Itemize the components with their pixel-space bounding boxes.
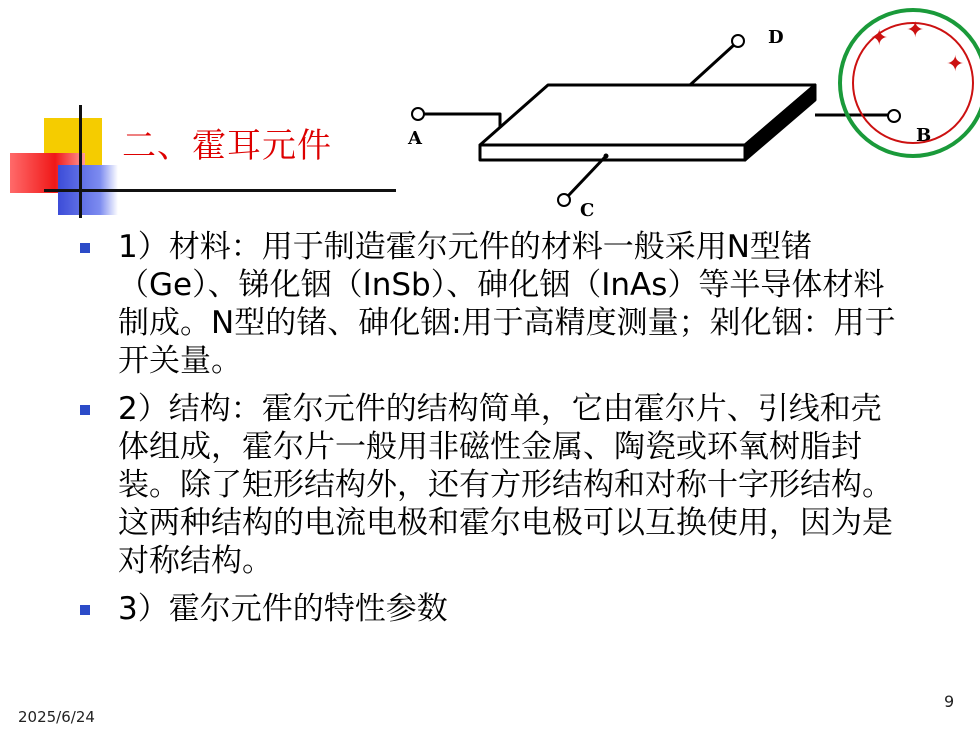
decor-horizontal-line	[44, 189, 396, 192]
lead-a	[422, 114, 500, 127]
page-number: 9	[944, 692, 955, 711]
label-a: A	[408, 128, 422, 149]
slide-title: 二、霍耳元件	[122, 126, 332, 166]
bullet-parameters: 3）霍尔元件的特性参数	[78, 590, 908, 628]
terminal-a	[412, 108, 424, 120]
decor-vertical-line	[79, 105, 82, 218]
label-b: B	[916, 125, 932, 146]
slide-date: 2025/6/24	[18, 708, 95, 726]
lead-d	[690, 44, 735, 85]
bullet-materials: 1）材料：用于制造霍尔元件的材料一般采用N型锗（Ge）、锑化铟（InSb）、砷化铟（InAs）等半导体材料制成。N型的锗、砷化铟:用于高精度测量；剁化铟：用于开关量。	[78, 228, 908, 380]
terminal-d	[732, 35, 744, 47]
university-logo: ✦ ✦ ✦	[838, 8, 980, 158]
label-c: C	[580, 200, 595, 221]
terminal-c	[558, 194, 570, 206]
bullet-list	[78, 228, 908, 628]
bullet-structure: 2）结构：霍尔元件的结构简单，它由霍尔片、引线和壳体组成，霍尔片一般用非磁性金属、陶瓷或环氧树脂封装。除了矩形结构外，还有方形结构和对称十字形结构。这两种结构的电流电极和霍尔电极可以互换使用，因为是对称结构。	[78, 390, 908, 580]
label-d: D	[768, 27, 784, 48]
plate-front-face	[480, 145, 745, 160]
lead-c	[568, 157, 605, 196]
